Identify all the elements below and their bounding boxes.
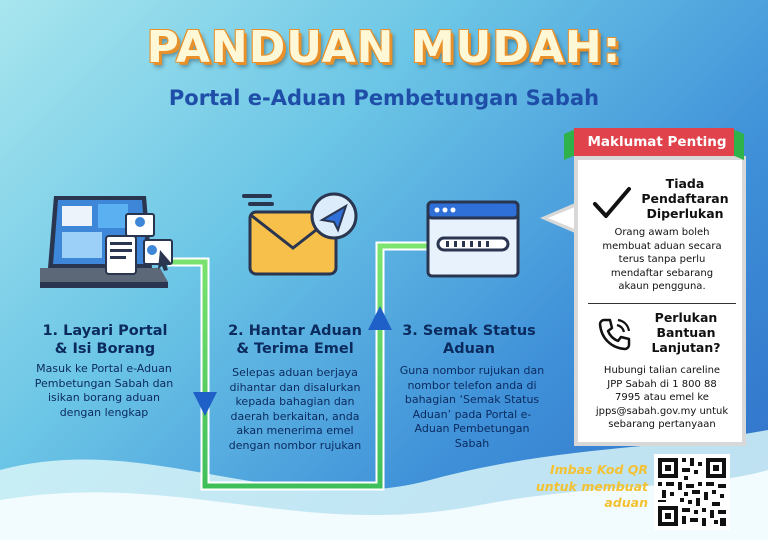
- step2-title: 2. Hantar Aduan & Terima Emel: [228, 323, 362, 357]
- envelope-send-icon: [238, 188, 366, 284]
- main-title: PANDUAN MUDAH:: [146, 22, 622, 73]
- step2-description: Selepas aduan berjaya dihantar dan disalurkan kepada bahagian dan daerah berkaitan, anda akan menerima emel dengan nombor rujukan: [228, 366, 362, 452]
- info-item1-body: Orang awam boleh membuat aduan secara terus tanpa perlu mendaftar sebarang akaun pengguna.: [602, 227, 722, 293]
- info-item2-body: Hubungi talian careline JPP Sabah di 1 800 88 7995 atau emel ke jpps@sabah.gov.my untuk sebarang pertanyaan: [595, 365, 729, 431]
- browser-progress-icon: [426, 200, 520, 278]
- step3-description: Guna nombor rujukan dan nombor telefon anda di bahagian ‘Semak Status Aduan’ pada Portal e- Aduan Pembetungan Sabah: [399, 364, 545, 450]
- page-subtitle: Portal e-Aduan Pembetungan Sabah: [168, 86, 600, 110]
- panel-divider: [588, 303, 736, 304]
- step1-description: Masuk ke Portal e-Aduan Pembetungan Sabah dan isikan borang aduan dengan lengkap: [34, 362, 174, 419]
- qr-code-icon[interactable]: [654, 454, 730, 530]
- qr-caption: Imbas Kod QR untuk membuat aduan: [535, 462, 648, 510]
- ribbon-label: Maklumat Penting: [587, 134, 727, 150]
- checkmark-icon: [592, 186, 632, 222]
- phone-icon: [596, 316, 632, 352]
- arrow-down-icon: [193, 392, 217, 416]
- panel-pointer: [540, 196, 582, 240]
- arrow-up-icon: [368, 306, 392, 330]
- step1-title: 1. Layari Portal & Isi Borang: [42, 323, 168, 357]
- info-item2-heading: Perlukan Bantuan Lanjutan?: [651, 310, 721, 355]
- step3-title: 3. Semak Status Aduan: [402, 323, 536, 357]
- laptop-form-icon: [40, 196, 180, 304]
- info-item1-heading: Tiada Pendaftaran Diperlukan: [641, 176, 729, 221]
